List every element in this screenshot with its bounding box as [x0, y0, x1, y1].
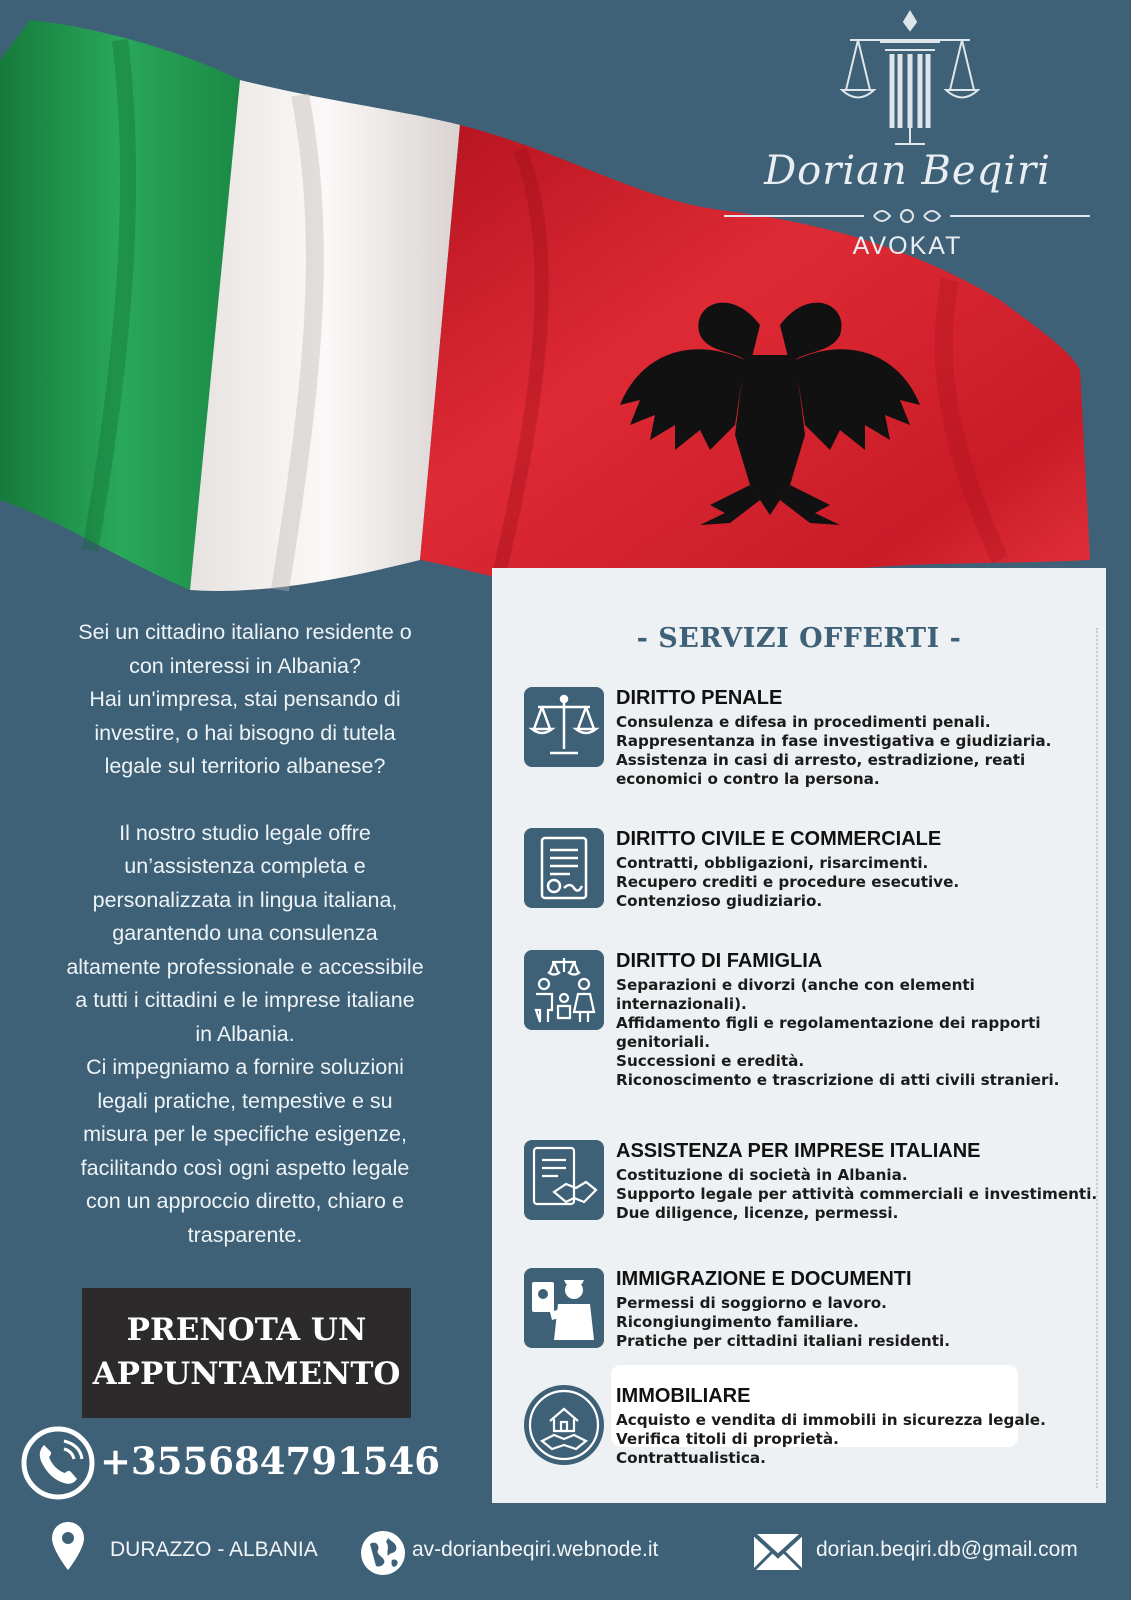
- family-scales-icon: [524, 950, 604, 1030]
- location-text: DURAZZO - ALBANIA: [110, 1538, 318, 1561]
- service-line: Contrattualistica.: [616, 1449, 766, 1467]
- service-line: Affidamento figli e regolamentazione dei rapporti genitoriali.: [616, 1014, 1041, 1051]
- book-button-line-2: APPUNTAMENTO: [92, 1356, 401, 1392]
- service-line: Acquisto e vendita di immobili in sicurezza legale.: [616, 1411, 1046, 1429]
- service-description: [616, 1294, 1101, 1351]
- service-description: [616, 976, 1101, 1090]
- services-title: - SERVIZI OFFERTI -: [636, 623, 962, 654]
- service-description: [616, 854, 1101, 911]
- service-line: Successioni e eredità.: [616, 1052, 805, 1070]
- service-line: Contratti, obbligazioni, risarcimenti.: [616, 854, 929, 872]
- firm-name: Dorian Beqiri: [764, 148, 1051, 194]
- website-text: av-dorianbeqiri.webnode.it: [412, 1538, 659, 1561]
- location-pin-icon: [50, 1520, 86, 1580]
- footer-email[interactable]: [752, 1520, 1092, 1580]
- phone-contact[interactable]: [20, 1425, 440, 1501]
- service-line: Pratiche per cittadini italiani residenti.: [616, 1332, 950, 1350]
- handshake-document-icon: [524, 1140, 604, 1220]
- phone-icon: [20, 1425, 96, 1501]
- service-line: Verifica titoli di proprietà.: [616, 1430, 839, 1448]
- service-line: Supporto legale per attività commerciali e investimenti.: [616, 1185, 1098, 1203]
- service-line: Rappresentanza in fase investigativa e giudiziaria.: [616, 732, 1052, 750]
- service-title: DIRITTO PENALE: [616, 687, 783, 709]
- service-title: IMMOBILIARE: [616, 1385, 751, 1407]
- service-line: Ricongiungimento familiare.: [616, 1313, 859, 1331]
- service-description: [616, 1411, 1101, 1468]
- footer-website[interactable]: [358, 1520, 718, 1580]
- service-line: Permessi di soggiorno e lavoro.: [616, 1294, 887, 1312]
- service-line: Assistenza in casi di arresto, estradizione, reati economici o contro la persona.: [616, 751, 1026, 788]
- pillar-scales-emblem-icon: [840, 10, 980, 145]
- firm-subtitle: AVOKAT: [852, 232, 963, 260]
- service-title: DIRITTO CIVILE E COMMERCIALE: [616, 828, 942, 850]
- service-title: IMMIGRAZIONE E DOCUMENTI: [616, 1268, 912, 1290]
- book-appointment-button[interactable]: [82, 1288, 411, 1418]
- intro-paragraph-2: Il nostro studio legale offre un’assistenza completa e personalizzata in lingua italiana, garantendo una consulenza altamente professionale e accessibile a tutti i cittadini e le imprese italiane in Albania. Ci impegniamo a fornire soluzioni legali pratiche, tempestive e su misura per le specifiche esigenze, facilitando così ogni aspetto legale con un approccio diretto, chiaro e trasparente.: [66, 820, 424, 1247]
- service-line: Riconoscimento e trascrizione di atti civili stranieri.: [616, 1071, 1060, 1089]
- service-title: DIRITTO DI FAMIGLIA: [616, 950, 823, 972]
- phone-number: +355684791546: [100, 1439, 440, 1483]
- service-line: Costituzione di società in Albania.: [616, 1166, 908, 1184]
- book-button-line-1: PRENOTA UN: [126, 1312, 367, 1348]
- service-line: Contenzioso giudiziario.: [616, 892, 823, 910]
- contract-document-icon: [524, 828, 604, 908]
- globe-icon: [358, 1528, 408, 1578]
- scales-of-justice-icon: [524, 687, 604, 767]
- service-line: Separazioni e divorzi (anche con elementi internazionali).: [616, 976, 975, 1013]
- service-line: Consulenza e difesa in procedimenti penali.: [616, 713, 991, 731]
- footer-location[interactable]: [50, 1520, 340, 1580]
- passport-officer-icon: [524, 1268, 604, 1348]
- intro-paragraph-1: Sei un cittadino italiano residente o con interessi in Albania? Hai un'impresa, stai pensando di investire, o hai bisogno di tutela legale sul territorio albanese?: [78, 620, 412, 778]
- law-firm-logo: [720, 10, 1095, 270]
- intro-text: [15, 616, 475, 1252]
- service-title: ASSISTENZA PER IMPRESE ITALIANE: [616, 1140, 981, 1162]
- house-handshake-icon: [524, 1385, 604, 1465]
- service-description: [616, 1166, 1101, 1223]
- service-line: Due diligence, licenze, permessi.: [616, 1204, 899, 1222]
- ornament-divider: [724, 206, 1090, 226]
- email-text: dorian.beqiri.db@gmail.com: [816, 1538, 1078, 1561]
- service-description: [616, 713, 1101, 789]
- envelope-icon: [752, 1532, 804, 1572]
- service-line: Recupero crediti e procedure esecutive.: [616, 873, 960, 891]
